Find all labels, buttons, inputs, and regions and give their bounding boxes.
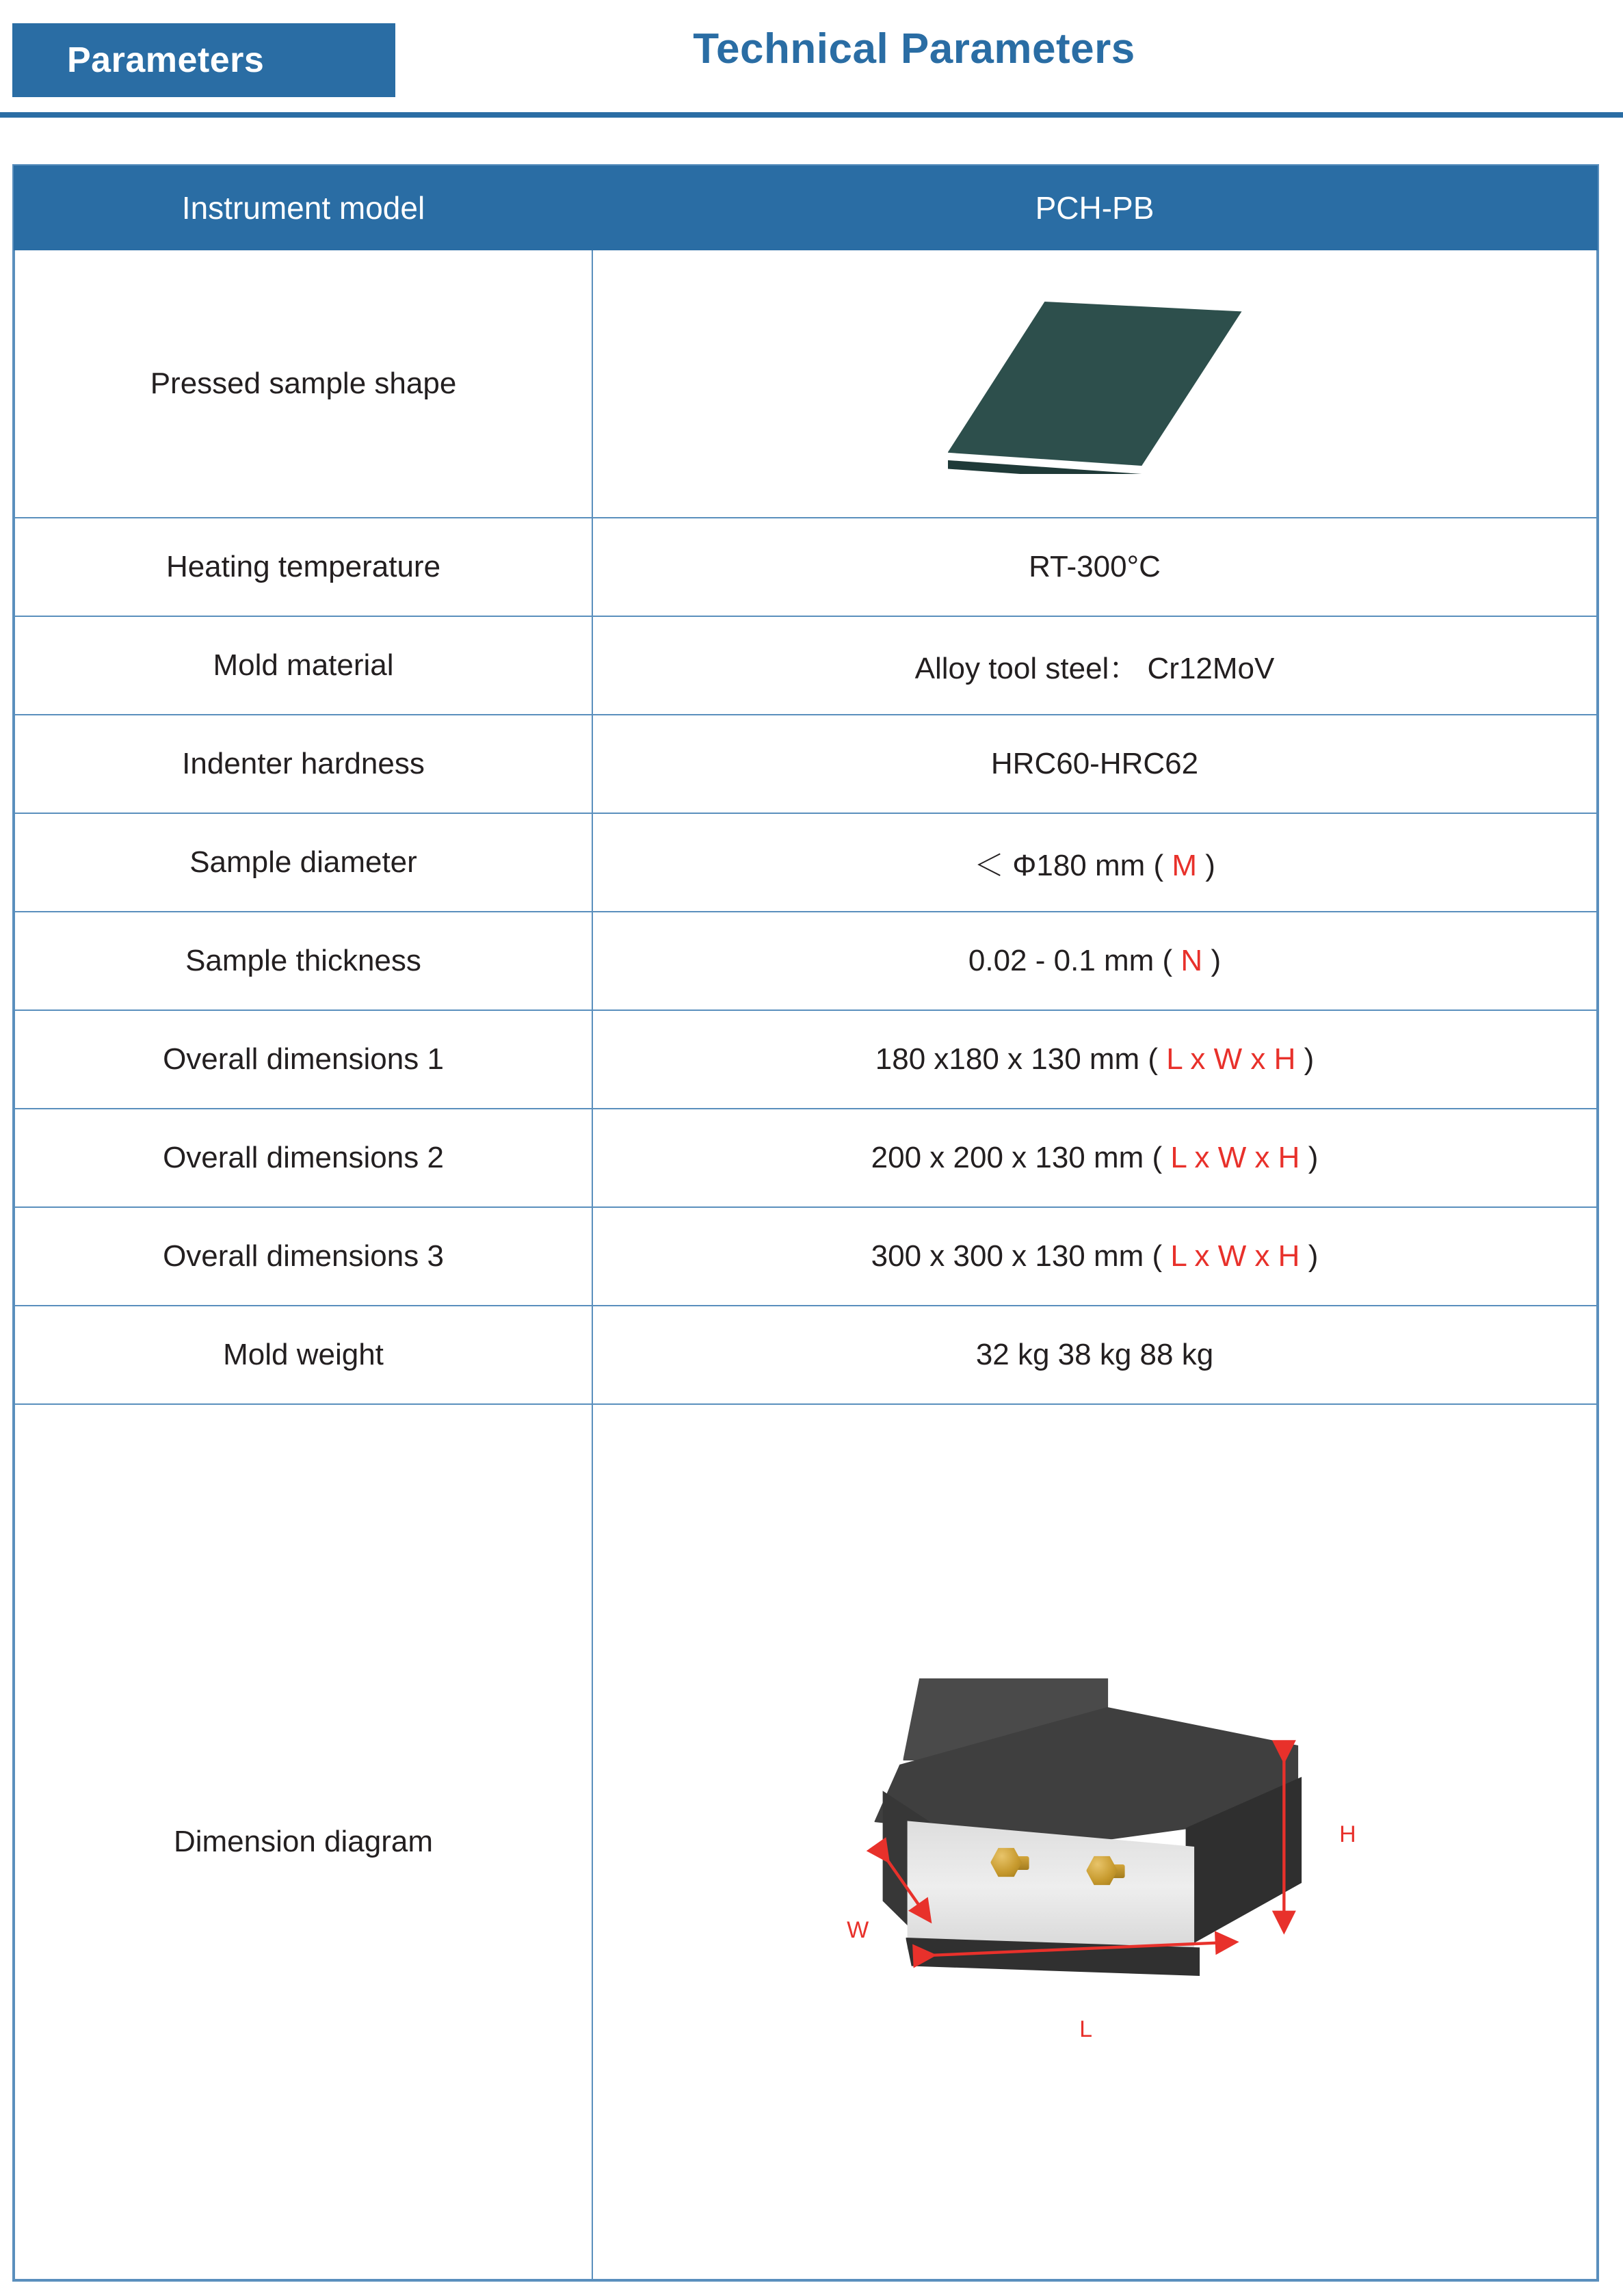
- row-value-sample-thickness: [592, 912, 1597, 1010]
- table-row: [14, 1010, 1597, 1109]
- row-value-mold-weight: 32 kg 38 kg 88 kg: [592, 1306, 1597, 1404]
- table-row: [14, 1306, 1597, 1404]
- row-label-dimension-diagram: Dimension diagram: [14, 1404, 592, 2280]
- table-row: [14, 912, 1597, 1010]
- value-suffix: ): [1211, 944, 1222, 977]
- value-suffix: ): [1304, 1042, 1315, 1076]
- value-suffix: ): [1205, 849, 1215, 882]
- value-prefix: 300 x 300 x 130 mm (: [871, 1239, 1163, 1273]
- value-variable: M: [1163, 849, 1206, 882]
- table-header-row: [14, 166, 1597, 250]
- value-variable: L x W x H: [1158, 1042, 1304, 1076]
- dimension-label-h: H: [1339, 1821, 1356, 1847]
- row-value-pressed-sample-shape: [592, 250, 1597, 518]
- arrow-length: [925, 1942, 1227, 1955]
- dimension-arrows: [874, 1674, 1298, 2009]
- table-row: [14, 715, 1597, 813]
- dimension-label-w: W: [847, 1917, 869, 1943]
- table-row: [14, 1109, 1597, 1207]
- value-suffix: ): [1308, 1239, 1319, 1273]
- value-prefix: 180 x180 x 130 mm (: [875, 1042, 1159, 1076]
- table-row: [14, 616, 1597, 715]
- row-value-indenter-hardness: HRC60-HRC62: [592, 715, 1597, 813]
- header-cell-label: Instrument model: [14, 166, 592, 250]
- pressed-sample-sheet-graphic: [600, 271, 1589, 497]
- mold-dimension-diagram: [600, 1421, 1589, 2262]
- row-value-overall-dimensions-1: [592, 1010, 1597, 1109]
- row-label-overall-dimensions-3: Overall dimensions 3: [14, 1207, 592, 1306]
- table-row: [14, 1207, 1597, 1306]
- row-label-mold-weight: Mold weight: [14, 1306, 592, 1404]
- value-prefix: 200 x 200 x 130 mm (: [871, 1141, 1163, 1174]
- row-value-overall-dimensions-3: [592, 1207, 1597, 1306]
- value-variable: N: [1172, 944, 1211, 977]
- table-row: [14, 250, 1597, 518]
- page-header: [0, 0, 1623, 129]
- sheet-shape: [948, 302, 1242, 466]
- parameters-tab-label: Parameters: [67, 40, 265, 80]
- value-suffix: ): [1308, 1141, 1319, 1174]
- row-label-sample-diameter: Sample diameter: [14, 813, 592, 912]
- row-value-sample-diameter: [592, 813, 1597, 912]
- header-divider: [0, 112, 1623, 118]
- row-value-dimension-diagram: [592, 1404, 1597, 2280]
- row-label-indenter-hardness: Indenter hardness: [14, 715, 592, 813]
- value-variable: L x W x H: [1162, 1141, 1308, 1174]
- arrow-width: [883, 1854, 925, 1914]
- row-label-sample-thickness: Sample thickness: [14, 912, 592, 1010]
- row-label-heating-temperature: Heating temperature: [14, 518, 592, 616]
- row-value-heating-temperature: RT-300°C: [592, 518, 1597, 616]
- row-label-overall-dimensions-1: Overall dimensions 1: [14, 1010, 592, 1109]
- row-label-mold-material: Mold material: [14, 616, 592, 715]
- value-prefix: 0.02 - 0.1 mm (: [968, 944, 1173, 977]
- value-prefix: ＜ Φ180 mm (: [974, 849, 1164, 882]
- row-label-overall-dimensions-2: Overall dimensions 2: [14, 1109, 592, 1207]
- page-title: Technical Parameters: [693, 25, 1135, 72]
- row-value-overall-dimensions-2: [592, 1109, 1597, 1207]
- header-cell-value: PCH-PB: [592, 166, 1597, 250]
- table-row: [14, 1404, 1597, 2280]
- sheet-face: [948, 302, 1242, 466]
- dimension-label-l: L: [1079, 2016, 1093, 2042]
- table-row: [14, 518, 1597, 616]
- table-row: [14, 813, 1597, 912]
- row-value-mold-material: Alloy tool steel： Cr12MoV: [592, 616, 1597, 715]
- value-variable: L x W x H: [1162, 1239, 1308, 1273]
- mold-photo: [847, 1674, 1356, 2042]
- technical-parameters-table: [12, 164, 1599, 2282]
- row-label-pressed-sample-shape: Pressed sample shape: [14, 250, 592, 518]
